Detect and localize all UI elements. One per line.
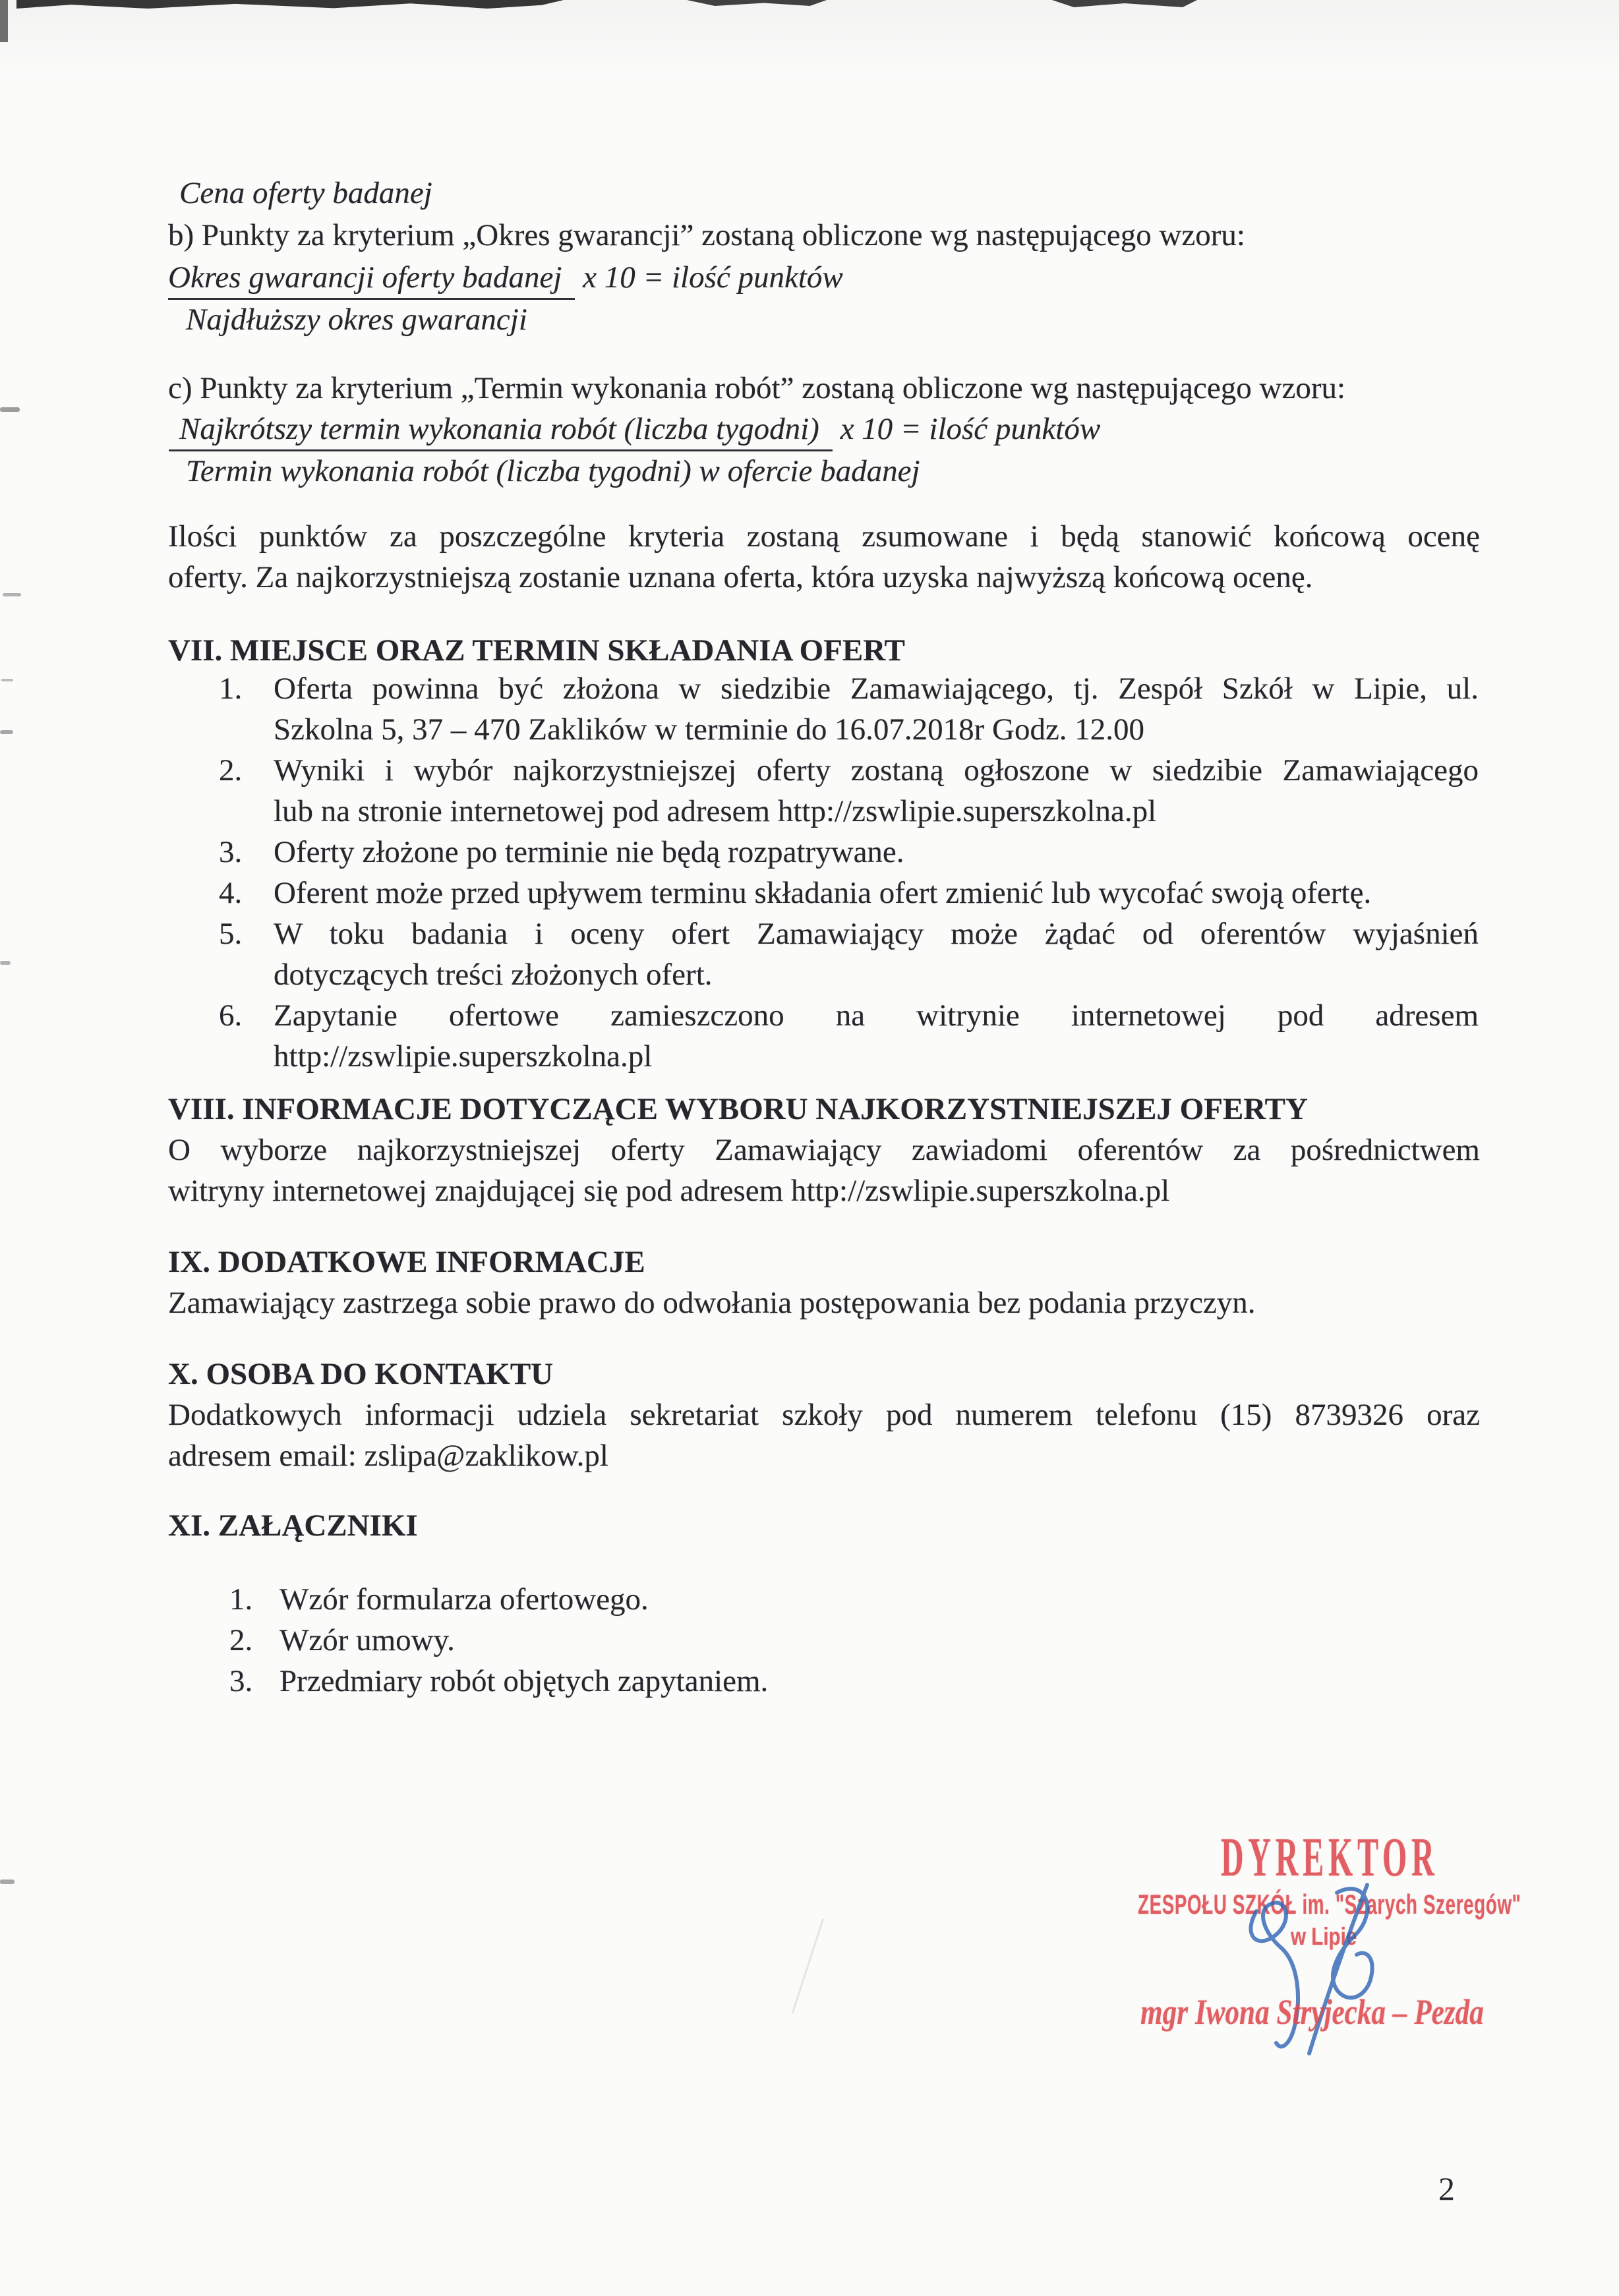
list-item-line: http://zswlipie.superszkolna.pl [274, 1039, 653, 1074]
scan-artifact-top-mid [687, 0, 827, 6]
criterion-b-intro: b) Punkty za kryterium „Okres gwarancji” zostaną obliczone wg następującego wzoru: [168, 218, 1245, 252]
scan-tick [3, 593, 21, 596]
criterion-c-denominator: Termin wykonania robót (liczba tygodni) w ofercie badanej [186, 454, 920, 488]
paragraph-line: Zamawiający zastrzega sobie prawo do odwołania postępowania bez podania przyczyn. [168, 1286, 1256, 1320]
list-item-line: Oferty złożone po terminie nie będą rozpatrywane. [274, 835, 904, 869]
list-number: 3. [219, 835, 243, 869]
formula-c-rest: x 10 = ilość punktów [832, 412, 1101, 446]
criterion-b-denominator: Najdłuższy okres gwarancji [186, 302, 527, 337]
formula-b-rest: x 10 = ilość punktów [575, 260, 843, 295]
section-xi-heading: XI. ZAŁĄCZNIKI [168, 1508, 418, 1543]
stamp-title: DYREKTOR [1221, 1827, 1439, 1888]
list-item-line: dotyczących treści złożonych ofert. [274, 958, 713, 992]
summary-line: oferty. Za najkorzystniejszą zostanie uznana oferta, która uzyska najwyższą końcową ocenę. [168, 560, 1313, 594]
section-vii-heading: VII. MIEJSCE ORAZ TERMIN SKŁADANIA OFERT [168, 633, 905, 668]
director-stamp [1121, 1814, 1543, 2097]
signature [1238, 1870, 1403, 2068]
list-number: 2. [219, 753, 243, 788]
criterion-c-formula [179, 409, 1494, 449]
list-item-line: Wzór formularza ofertowego. [280, 1582, 649, 1617]
paragraph-line: O wyborze najkorzystniejszej oferty Zamawiający zawiadomi oferentów za pośrednictwem [168, 1133, 1480, 1167]
list-item-line: Wyniki i wybór najkorzystniejszej oferty zostaną ogłoszone w siedzibie Zamawiającego [274, 753, 1479, 788]
list-item-line: W toku badania i oceny ofert Zamawiający może żądać od oferentów wyjaśnień [274, 917, 1479, 951]
stamp-org-line2: w Lipie [1291, 1923, 1357, 1950]
list-number: 4. [219, 876, 243, 910]
section-ix-heading: IX. DODATKOWE INFORMACJE [168, 1245, 645, 1279]
section-x-heading: X. OSOBA DO KONTAKTU [168, 1357, 554, 1391]
list-item-line: Oferta powinna być złożona w siedzibie Zamawiającego, tj. Zespół Szkół w Lipie, ul. [274, 672, 1479, 706]
list-number: 3. [229, 1664, 253, 1698]
scan-artifact-corner [0, 0, 8, 42]
list-item-line: Oferent może przed upływem terminu składania ofert zmienić lub wycofać swoją ofertę. [274, 876, 1372, 910]
scan-artifact-top-right [1052, 0, 1197, 7]
section-viii-heading: VIII. INFORMACJE DOTYCZĄCE WYBORU NAJKORZYSTNIEJSZEJ OFERTY [168, 1092, 1308, 1126]
stamp-signer-name: mgr Iwona Stryjecka – Pezda [1140, 1992, 1484, 2032]
scan-tick [1, 679, 13, 681]
list-item-line: Szkolna 5, 37 – 470 Zaklików w terminie do 16.07.2018r Godz. 12.00 [274, 712, 1145, 747]
list-number: 1. [219, 672, 243, 706]
scan-crease [792, 1918, 824, 2013]
formula-c-numerator: Najkrótszy termin wykonania robót (liczba tygodni) [169, 412, 833, 451]
list-number: 5. [219, 917, 243, 951]
paragraph-line: Dodatkowych informacji udziela sekretariat szkoły pod numerem telefonu (15) 8739326 oraz [168, 1398, 1480, 1432]
list-item-line: lub na stronie internetowej pod adresem http://zswlipie.superszkolna.pl [274, 794, 1157, 828]
scan-tick [0, 961, 11, 965]
criterion-c-intro: c) Punkty za kryterium „Termin wykonania robót” zostaną obliczone wg następującego wzoru: [168, 371, 1346, 405]
formula-b-numerator: Okres gwarancji oferty badanej [168, 260, 575, 300]
stamp-org-line1: ZESPOŁU SZKÓŁ im. "Szarych Szeregów" [1138, 1889, 1521, 1920]
list-item-line: Zapytanie ofertowe zamieszczono na witrynie internetowej pod adresem [274, 998, 1479, 1033]
scan-tick [0, 1880, 15, 1884]
paragraph-line: adresem email: zslipa@zaklikow.pl [168, 1439, 608, 1473]
list-item-line: Przedmiary robót objętych zapytaniem. [280, 1664, 769, 1698]
scan-tick [0, 730, 13, 734]
page-number: 2 [1438, 2170, 1455, 2207]
criterion-b-formula [168, 257, 1483, 298]
formula-a-denominator: Cena oferty badanej [179, 176, 432, 210]
summary-line: Ilości punktów za poszczególne kryteria zostaną zsumowane i będą stanowić końcową ocenę [168, 519, 1480, 554]
paragraph-line: witryny internetowej znajdującej się pod adresem http://zswlipie.superszkolna.pl [168, 1174, 1170, 1208]
scan-artifact-top-left [16, 0, 564, 9]
scan-tick [0, 407, 20, 412]
list-number: 1. [229, 1582, 253, 1617]
list-item-line: Wzór umowy. [280, 1623, 455, 1657]
list-number: 6. [219, 998, 243, 1033]
list-number: 2. [229, 1623, 253, 1657]
